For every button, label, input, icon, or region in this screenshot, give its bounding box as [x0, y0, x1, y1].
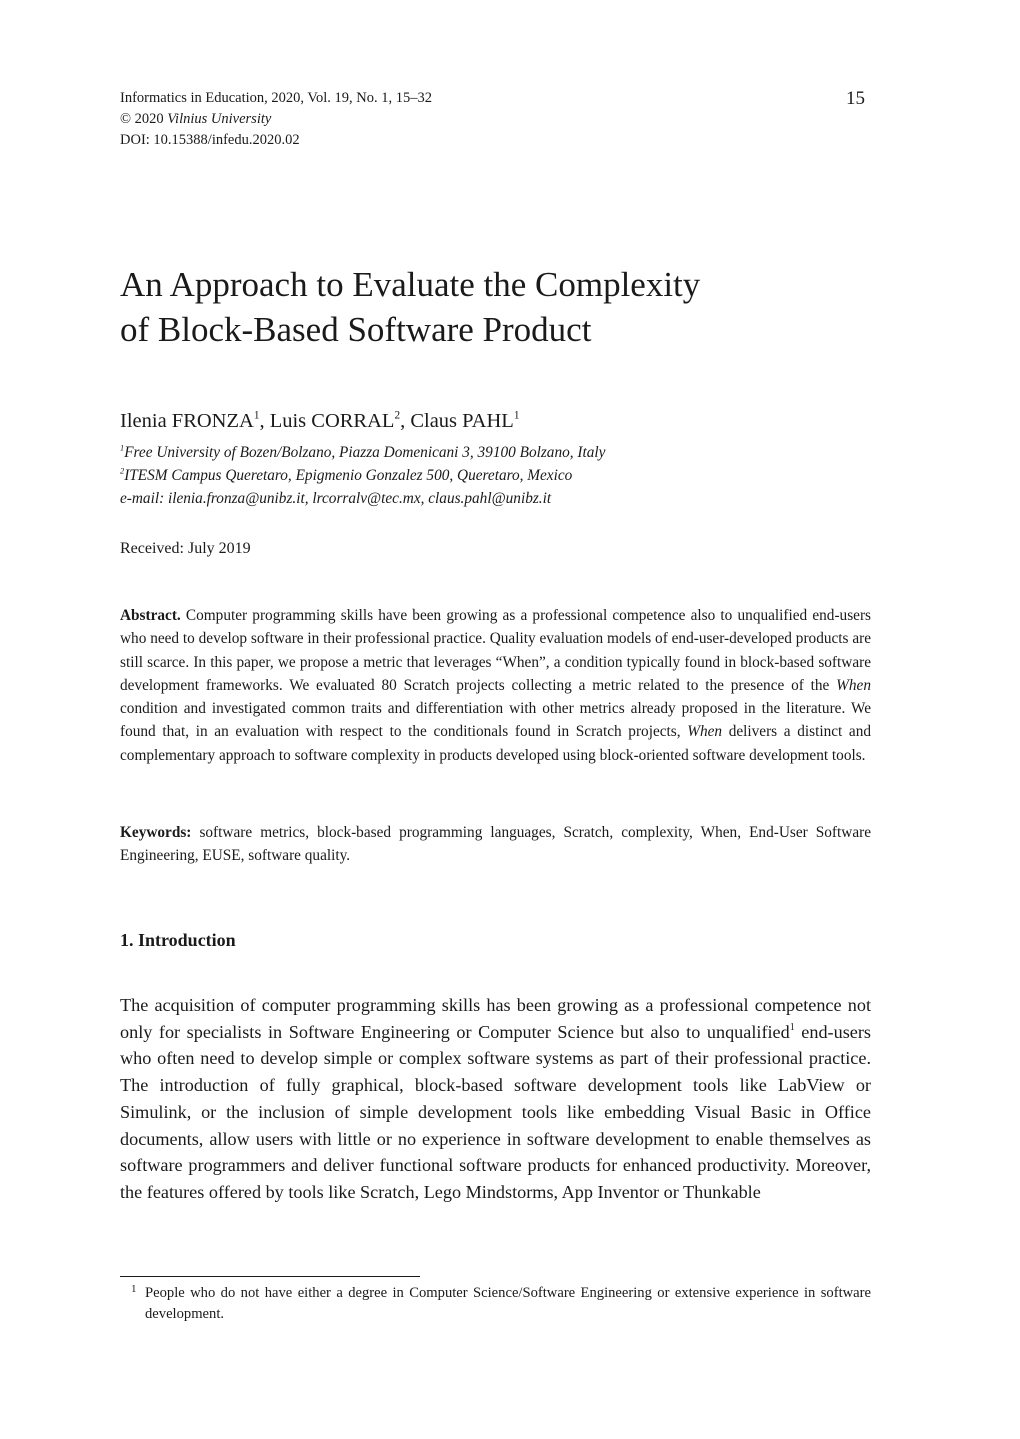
abstract: [120, 604, 871, 767]
copyright-symbol: ©: [120, 111, 132, 127]
author-affiliation-mark: 2: [394, 409, 401, 422]
footnote-reference[interactable]: 1: [789, 1021, 795, 1033]
affiliation-1: [120, 443, 605, 463]
author-name: Luis CORRAL: [269, 410, 395, 432]
page-number: 15: [846, 88, 865, 109]
copyright-year: 2020: [134, 111, 164, 127]
paper-title: [120, 262, 880, 352]
copyright-line: [120, 110, 271, 128]
title-line-1: An Approach to Evaluate the Complexity: [120, 265, 701, 304]
affiliation-2: [120, 466, 572, 486]
author-separator: ,: [259, 410, 270, 432]
section-heading: 1. Introduction: [120, 930, 236, 950]
doi-line: DOI: 10.15388/infedu.2020.02: [120, 132, 300, 148]
abstract-emphasis: When: [836, 676, 871, 694]
email-line: e-mail: ilenia.fronza@unibz.it, lrcorralv@tec.mx, claus.pahl@unibz.it: [120, 490, 552, 507]
publisher-name: Vilnius University: [167, 111, 272, 127]
received-date: Received: July 2019: [120, 540, 251, 557]
affiliation-mark: 2: [120, 466, 125, 476]
keywords-label: Keywords:: [120, 824, 192, 841]
author-affiliation-mark: 1: [253, 409, 260, 422]
affiliation-mark: 1: [120, 443, 125, 453]
abstract-label: Abstract.: [120, 607, 181, 624]
author-separator: ,: [400, 410, 411, 432]
footnote-mark: 1: [131, 1283, 137, 1295]
affiliation-text: ITESM Campus Queretaro, Epigmenio Gonzalez 500, Queretaro, Mexico: [124, 467, 573, 484]
keywords-text: software metrics, block-based programming languages, Scratch, complexity, When, End-User Software Engineering, EUSE, software quality.: [120, 824, 871, 865]
abstract-text: Computer programming skills have been growing as a professional competence also to unqualified end-users who need to develop software in their professional practice. Quality evaluation models of end-user-developed products are still scarce. In this paper, we propose a metric that leverages “When”, a condition typically found in block-based software development frameworks. We evaluated 80 Scratch projects collecting a metric related to the presence of the: [120, 607, 871, 694]
abstract-text: condition and investigated common traits and differentiation with other metrics already proposed in the literature. We found that, in an evaluation with respect to the conditionals found in Scratch projects,: [120, 700, 871, 741]
intro-paragraph: [120, 992, 871, 1206]
author-list: [120, 410, 519, 433]
keywords: [120, 821, 871, 868]
journal-citation: Informatics in Education, 2020, Vol. 19, No. 1, 15–32: [120, 90, 432, 106]
footnote-divider: [120, 1276, 420, 1277]
author-name: Claus PAHL: [410, 410, 514, 432]
title-line-2: of Block-Based Software Product: [120, 310, 592, 349]
footnote-text: People who do not have either a degree in Computer Science/Software Engineering or extensive experience in software development.: [145, 1285, 871, 1322]
author-name: Ilenia FRONZA: [120, 410, 254, 432]
author-affiliation-mark: 1: [513, 409, 520, 422]
abstract-emphasis: When: [687, 723, 723, 741]
abstract-text: delivers a distinct and complementary approach to software complexity in products developed using block-oriented software development tools.: [120, 723, 871, 764]
paragraph-text: The acquisition of computer programming skills has been growing as a professional competence not only for specialists in Software Engineering or Computer Science but also to unqualified: [120, 995, 871, 1042]
affiliation-text: Free University of Bozen/Bolzano, Piazza Domenicani 3, 39100 Bolzano, Italy: [124, 444, 606, 461]
paragraph-text: end-users who often need to develop simple or complex software systems as part of their professional practice. The introduction of fully graphical, block-based software development tools like LabView or Simulink, or the inclusion of simple development tools like embedding Visual Basic in Office documents, allow users with little or no experience in software development to enable themselves as software programmers and deliver functional software products for enhanced productivity. Moreover, the features offered by tools like Scratch, Lego Mindstorms, App Inventor or Thunkable: [120, 1021, 871, 1202]
